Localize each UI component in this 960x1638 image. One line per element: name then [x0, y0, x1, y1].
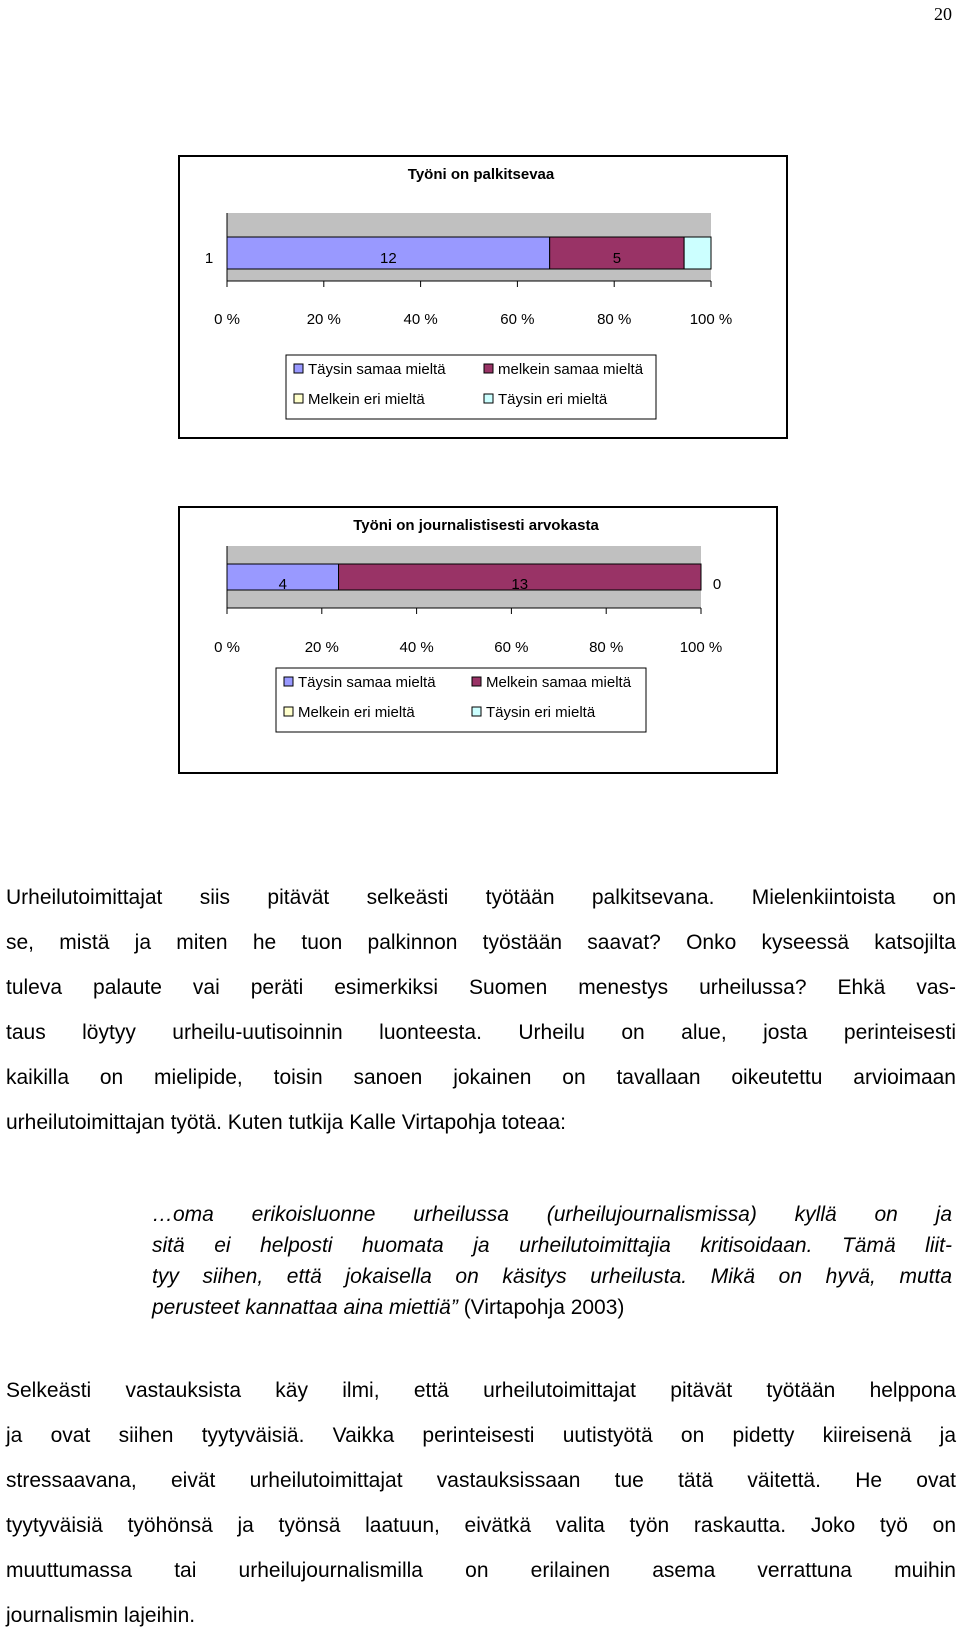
quote-last-text: perusteet kannattaa aina miettiä” — [152, 1296, 458, 1319]
x-tick-label: 100 % — [679, 639, 723, 656]
paragraph-2-line: Selkeästi vastauksista käy ilmi, että urheilutoimittajat pitävät työtään helppona — [6, 1379, 956, 1402]
x-tick-label: 60 % — [494, 639, 529, 656]
quote-line: sitä ei helposti huomata ja urheilutoimittajia kritisoidaan. Tämä liit- — [152, 1234, 952, 1257]
data-label: 4 — [278, 576, 287, 593]
block-quote — [152, 1199, 952, 1323]
paragraph-1-line: taus löytyy urheilu-uutisoinnin luonteesta. Urheilu on alue, josta perinteisesti — [6, 1021, 956, 1044]
paragraph-1-line: kaikilla on mielipide, toisin sanoen jokainen on tavallaan oikeutettu arvioimaan — [6, 1066, 956, 1089]
quote-line: …oma erikoisluonne urheilussa (urheilujournalismissa) kyllä on ja — [152, 1203, 952, 1226]
x-tick-label: 80 % — [589, 639, 624, 656]
data-label: 1 — [204, 250, 214, 267]
legend-swatch — [484, 394, 493, 403]
quote-line: tyy siihen, että jokaisella on käsitys urheilusta. Mikä on hyvä, mutta — [152, 1265, 952, 1288]
legend-label: Melkein eri mieltä — [298, 704, 415, 721]
legend-label: melkein samaa mieltä — [498, 361, 644, 378]
x-tick-label: 0 % — [214, 639, 240, 656]
x-tick-label: 20 % — [306, 311, 341, 328]
page-number: 20 — [934, 4, 952, 24]
paragraph-1-line: tuleva palaute vai peräti esimerkiksi Suomen menestys urheilussa? Ehkä vas- — [6, 976, 956, 999]
paragraph-1-line: urheilutoimittajan työtä. Kuten tutkija Kalle Virtapohja toteaa: — [6, 1111, 566, 1134]
legend-swatch — [294, 364, 303, 373]
legend-label: Täysin samaa mieltä — [298, 674, 436, 691]
data-label: 5 — [612, 250, 622, 267]
legend-label: Täysin eri mieltä — [498, 391, 608, 408]
data-label: 12 — [379, 250, 397, 267]
legend-swatch — [284, 707, 293, 716]
legend-label: Täysin eri mieltä — [486, 704, 596, 721]
x-tick-label: 100 % — [689, 311, 733, 328]
data-label: 13 — [511, 576, 529, 593]
data-label: 0 — [712, 576, 722, 593]
quote-line — [152, 1292, 952, 1323]
paragraph-2-line: ja ovat siihen tyytyväisiä. Vaikka perinteisesti uutistyötä on pidetty kiireisenä ja — [6, 1424, 956, 1447]
paragraph-1-line: se, mistä ja miten he tuon palkinnon työstään saavat? Onko kyseessä katsojilta — [6, 931, 956, 954]
legend-label: Melkein eri mieltä — [308, 391, 425, 408]
chart-journalistisesti-arvokasta — [178, 506, 778, 774]
legend-swatch — [294, 394, 303, 403]
legend-swatch — [484, 364, 493, 373]
chart-title: Työni on palkitsevaa — [407, 166, 555, 183]
x-tick-label: 40 % — [403, 311, 438, 328]
paragraph-1-line: Urheilutoimittajat siis pitävät selkeästi työtään palkitsevana. Mielenkiintoista on — [6, 886, 956, 909]
paragraph-2-line: stressaavana, eivät urheilutoimittajat vastauksissaan tue tätä väitettä. He ovat — [6, 1469, 956, 1492]
paragraph-2-line: tyytyväisiä työhönsä ja työnsä laatuun, eivätkä valita työn raskautta. Joko työ on — [6, 1514, 956, 1537]
chart-svg-2 — [180, 508, 776, 772]
chart-svg-1 — [180, 157, 786, 437]
x-tick-label: 20 % — [304, 639, 339, 656]
quote-citation: (Virtapohja 2003) — [457, 1296, 625, 1319]
legend-label: Täysin samaa mieltä — [308, 361, 446, 378]
x-tick-label: 40 % — [399, 639, 434, 656]
legend-label: Melkein samaa mieltä — [486, 674, 632, 691]
x-tick-label: 60 % — [500, 311, 535, 328]
legend-swatch — [472, 677, 481, 686]
chart-title: Työni on journalistisesti arvokasta — [353, 517, 599, 534]
paragraph-2-line: muuttumassa tai urheilujournalismilla on erilainen asema verrattuna muihin — [6, 1559, 956, 1582]
paragraph-2-line: journalismin lajeihin. — [6, 1604, 196, 1627]
paragraph-2 — [6, 1368, 956, 1638]
x-tick-label: 0 % — [214, 311, 240, 328]
legend-swatch — [472, 707, 481, 716]
bar-segment — [684, 237, 711, 269]
chart-tyoni-on-palkitsevaa — [178, 155, 788, 439]
paragraph-1 — [6, 875, 956, 1145]
x-tick-label: 80 % — [597, 311, 632, 328]
legend-swatch — [284, 677, 293, 686]
